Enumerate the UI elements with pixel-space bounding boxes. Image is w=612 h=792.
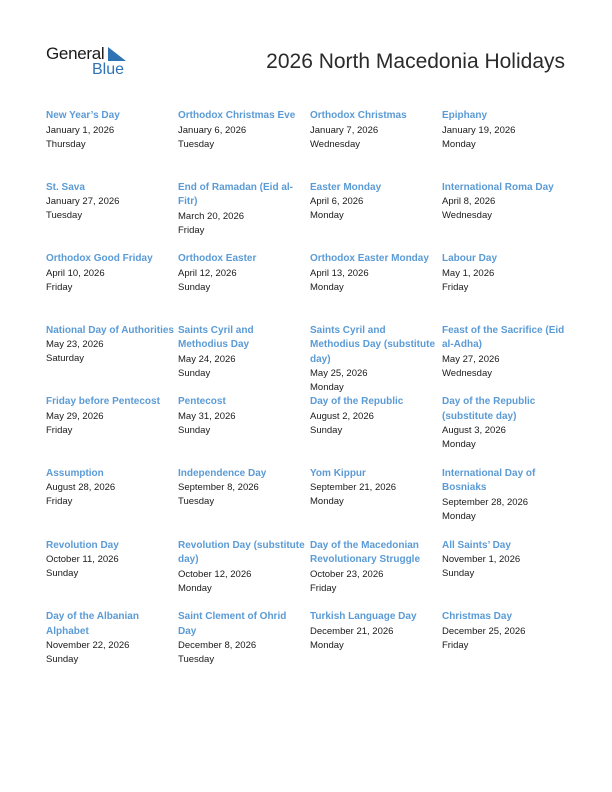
holiday-weekday: Tuesday (178, 654, 215, 666)
logo-blue-text: Blue (92, 61, 125, 78)
holiday-entry (178, 181, 310, 253)
holiday-weekday: Monday (442, 439, 476, 451)
holiday-entry (442, 610, 574, 682)
holiday-entry (46, 610, 178, 682)
holiday-weekday: Sunday (310, 424, 343, 436)
holiday-name: Feast of the Sacrifice (Eid al-Adha) (442, 324, 565, 351)
holiday-name: Revolution Day (substitute day) (178, 539, 305, 566)
page-title: 2026 North Macedonia Holidays (266, 50, 565, 73)
holiday-date: January 7, 2026 (310, 124, 379, 136)
holiday-row (46, 467, 574, 539)
holiday-weekday: Friday (178, 224, 205, 236)
holiday-name: Orthodox Christmas Eve (178, 110, 296, 121)
holiday-name: Epiphany (442, 110, 488, 121)
holiday-name: Orthodox Easter (178, 253, 257, 265)
holiday-date: May 23, 2026 (46, 339, 104, 351)
holiday-date: August 28, 2026 (46, 482, 116, 494)
holiday-entry (442, 109, 574, 181)
holiday-name: Day of the Albanian Alphabet (46, 611, 139, 637)
holiday-entry (46, 252, 178, 324)
holiday-name: National Day of Authorities (46, 324, 174, 336)
holiday-name: International Day of Bosniaks (442, 467, 536, 494)
holiday-date: September 21, 2026 (310, 482, 397, 494)
holiday-name: Independence Day (178, 467, 267, 479)
holiday-date: December 8, 2026 (178, 640, 257, 652)
holiday-date: May 1, 2026 (442, 267, 495, 279)
holiday-date: October 12, 2026 (178, 568, 252, 580)
holiday-entry (442, 252, 574, 324)
holiday-entry (310, 109, 442, 181)
holiday-weekday: Monday (442, 138, 476, 150)
holiday-date: May 31, 2026 (178, 410, 236, 422)
holiday-entry (310, 395, 442, 467)
holiday-name: Orthodox Easter Monday (310, 253, 429, 265)
holiday-weekday: Sunday (178, 424, 211, 436)
holiday-weekday: Tuesday (178, 138, 215, 150)
holiday-date: January 19, 2026 (442, 124, 516, 136)
holiday-weekday: Sunday (178, 281, 211, 293)
holiday-date: April 8, 2026 (442, 196, 496, 208)
holiday-date: January 1, 2026 (46, 124, 115, 136)
holiday-name: Yom Kippur (310, 467, 366, 479)
holiday-date: August 3, 2026 (442, 425, 506, 437)
holiday-weekday: Friday (46, 496, 73, 508)
holiday-weekday: Monday (310, 639, 344, 651)
holiday-name: Saints Cyril and Methodius Day (substitute day) (310, 324, 436, 365)
holiday-row (46, 324, 574, 396)
holiday-date: November 1, 2026 (442, 554, 521, 566)
holiday-name: Turkish Language Day (310, 611, 417, 623)
holiday-name: Labour Day (442, 253, 498, 265)
holiday-weekday: Monday (310, 496, 344, 508)
holiday-entry (46, 324, 178, 396)
holiday-entry (310, 181, 442, 253)
holiday-weekday: Tuesday (178, 496, 215, 508)
holiday-name: Friday before Pentecost (46, 396, 160, 408)
holiday-row (46, 252, 574, 324)
holiday-date: October 11, 2026 (46, 554, 119, 566)
holiday-date: April 6, 2026 (310, 196, 364, 208)
holiday-date: May 25, 2026 (310, 368, 368, 380)
holiday-name: Day of the Republic (310, 396, 404, 408)
holiday-row (46, 395, 574, 467)
holiday-name: All Saints’ Day (442, 539, 511, 551)
holiday-row (46, 610, 574, 682)
holiday-weekday: Saturday (46, 353, 85, 365)
holiday-weekday: Monday (178, 582, 212, 594)
holiday-date: May 24, 2026 (178, 353, 236, 365)
holiday-entry (310, 252, 442, 324)
holiday-entry (178, 324, 310, 396)
holiday-entry (310, 539, 442, 611)
holiday-date: December 25, 2026 (442, 625, 526, 637)
holiday-name: Day of the Republic (substitute day) (442, 396, 536, 422)
holiday-entry (46, 539, 178, 611)
holiday-entry (178, 395, 310, 467)
logo-general-text: General (46, 44, 105, 63)
holiday-entry (46, 467, 178, 539)
holiday-date: September 28, 2026 (442, 496, 529, 508)
holiday-date: April 10, 2026 (46, 267, 105, 279)
holiday-entry (442, 539, 574, 611)
holiday-weekday: Wednesday (310, 138, 360, 150)
holiday-name: Day of the Macedonian Revolutionary Struggle (310, 539, 421, 566)
holiday-date: January 27, 2026 (46, 196, 120, 208)
holiday-entry (46, 109, 178, 181)
holiday-entry (442, 324, 574, 396)
holiday-row (46, 539, 574, 611)
holiday-date: May 29, 2026 (46, 410, 104, 422)
holiday-name: Assumption (46, 467, 104, 479)
holiday-name: International Roma Day (442, 181, 554, 193)
holiday-name: Revolution Day (46, 539, 119, 551)
holiday-entry (310, 467, 442, 539)
holiday-weekday: Friday (46, 424, 73, 436)
holiday-entry (178, 610, 310, 682)
holiday-name: Orthodox Christmas (310, 110, 407, 121)
holiday-name: Saint Clement of Ohrid Day (178, 611, 287, 637)
logo (46, 44, 136, 80)
holiday-entry (310, 324, 442, 396)
holiday-name: New Year’s Day (46, 110, 120, 121)
holiday-name: Christmas Day (442, 611, 513, 623)
holiday-weekday: Sunday (46, 568, 79, 580)
holiday-weekday: Sunday (46, 654, 79, 666)
holiday-weekday: Sunday (442, 568, 475, 580)
holiday-date: August 2, 2026 (310, 410, 374, 422)
holiday-date: October 23, 2026 (310, 568, 384, 580)
holiday-weekday: Friday (310, 582, 337, 594)
holiday-grid (46, 109, 574, 682)
holiday-name: Saints Cyril and Methodius Day (178, 324, 254, 351)
holiday-weekday: Friday (442, 639, 469, 651)
holiday-row (46, 109, 574, 181)
holiday-weekday: Thursday (46, 138, 86, 150)
holiday-weekday: Monday (442, 510, 476, 522)
holiday-row (46, 181, 574, 253)
holiday-weekday: Wednesday (442, 367, 492, 379)
holiday-entry (442, 467, 574, 539)
holiday-entry (178, 252, 310, 324)
holiday-weekday: Monday (310, 382, 344, 394)
holiday-name: Orthodox Good Friday (46, 253, 153, 265)
holiday-entry (178, 539, 310, 611)
holiday-entry (178, 109, 310, 181)
holiday-entry (46, 181, 178, 253)
holiday-weekday: Tuesday (46, 210, 83, 222)
holiday-date: March 20, 2026 (178, 210, 245, 222)
holiday-weekday: Friday (46, 281, 73, 293)
holiday-weekday: Friday (442, 281, 469, 293)
holiday-entry (442, 395, 574, 467)
holiday-date: May 27, 2026 (442, 353, 500, 365)
holiday-name: Easter Monday (310, 181, 382, 193)
holiday-weekday: Monday (310, 210, 344, 222)
holiday-date: April 13, 2026 (310, 267, 369, 279)
holiday-name: Pentecost (178, 396, 226, 408)
holiday-date: September 8, 2026 (178, 482, 259, 494)
holiday-entry (46, 395, 178, 467)
holiday-name: St. Sava (46, 181, 85, 193)
holiday-weekday: Monday (310, 281, 344, 293)
holiday-date: December 21, 2026 (310, 625, 394, 637)
holiday-weekday: Sunday (178, 367, 211, 379)
holiday-name: End of Ramadan (Eid al-Fitr) (178, 181, 294, 208)
holiday-entry (178, 467, 310, 539)
holiday-weekday: Wednesday (442, 210, 492, 222)
holiday-date: November 22, 2026 (46, 640, 130, 652)
holiday-entry (442, 181, 574, 253)
holiday-date: January 6, 2026 (178, 124, 247, 136)
holiday-entry (310, 610, 442, 682)
holiday-date: April 12, 2026 (178, 267, 237, 279)
